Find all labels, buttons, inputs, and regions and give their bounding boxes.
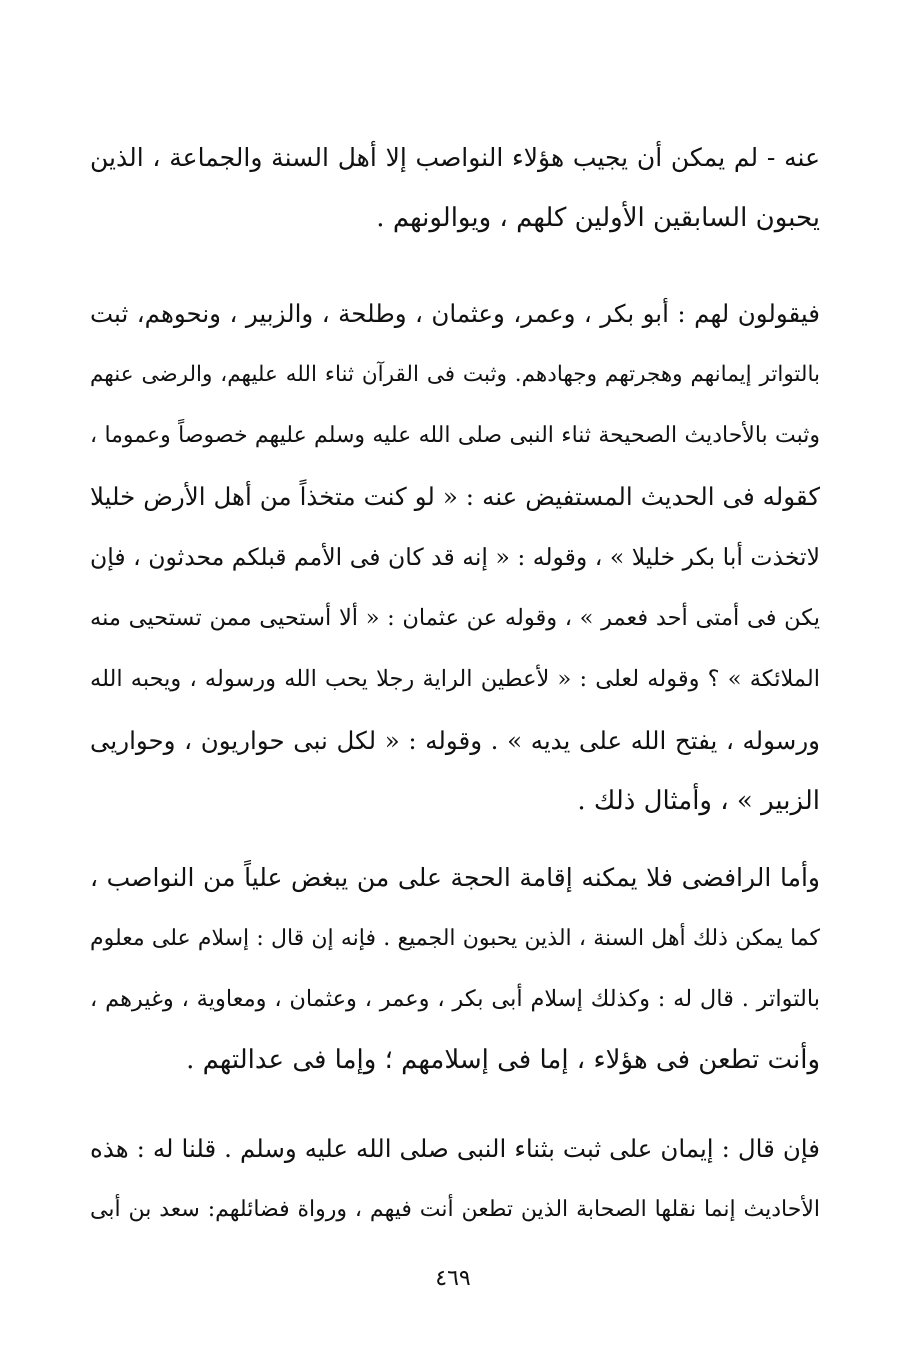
text-line: فيقولون لهم : أبو بكر ، وعمر، وعثمان ، وطلحة ، والزبير ، ونحوهم، ثبت (90, 299, 820, 328)
text-line: لاتخذت أبا بكر خليلا » ، وقوله : « إنه قد كان فى الأمم قبلكم محدثون ، فإن (90, 543, 820, 571)
text-line: بالتواتر . قال له : وكذلك إسلام أبى بكر ، وعمر ، وعثمان ، ومعاوية ، وغيرهم ، (90, 986, 820, 1012)
text-line: عنه - لم يمكن أن يجيب هؤلاء النواصب إلا أهل السنة والجماعة ، الذين (90, 143, 820, 172)
text-line: بالتواتر إيمانهم وهجرتهم وجهادهم. وثبت فى القرآن ثناء الله عليهم، والرضى عنهم (90, 362, 820, 387)
text-line: وثبت بالأحاديث الصحيحة ثناء النبى صلى الله عليه وسلم عليهم خصوصاً وعموما ، (90, 423, 820, 448)
paragraph-4 (90, 1118, 820, 1240)
text-line: كقوله فى الحديث المستفيض عنه : « لو كنت متخذاً من أهل الأرض خليلا (90, 482, 820, 511)
text-line: الأحاديث إنما نقلها الصحابة الذين تطعن أنت فيهم ، ورواة فضائلهم: سعد بن أبى (90, 1197, 820, 1222)
text-line: الزبير » ، وأمثال ذلك . (577, 786, 820, 816)
text-line: فإن قال : إيمان على ثبت بثناء النبى صلى الله عليه وسلم . قلنا له : هذه (90, 1134, 820, 1163)
text-line: الملائكة » ؟ وقوله لعلى : « لأعطين الراية رجلا يحب الله ورسوله ، ويحبه الله (90, 666, 820, 692)
text-line: يكن فى أمتى أحد فعمر » ، وقوله عن عثمان : « ألا أستحيى ممن تستحيى منه (90, 605, 820, 631)
text-line: كما يمكن ذلك أهل السنة ، الذين يحبون الجميع . فإنه إن قال : إسلام على معلوم (90, 926, 820, 951)
paragraph-2 (90, 283, 820, 832)
text-line: يحبون السابقين الأولين كلهم ، ويوالونهم . (376, 203, 820, 233)
paragraph-3 (90, 847, 820, 1091)
page-number: ٤٦٩ (435, 1266, 471, 1291)
text-line: وأنت تطعن فى هؤلاء ، إما فى إسلامهم ؛ وإما فى عدالتهم . (186, 1045, 820, 1075)
paragraph-1 (90, 127, 820, 249)
text-line: وأما الرافضى فلا يمكنه إقامة الحجة على من يبغض علياً من النواصب ، (90, 863, 820, 892)
text-line: ورسوله ، يفتح الله على يديه » . وقوله : « لكل نبى حواريون ، وحواريى (90, 726, 820, 755)
